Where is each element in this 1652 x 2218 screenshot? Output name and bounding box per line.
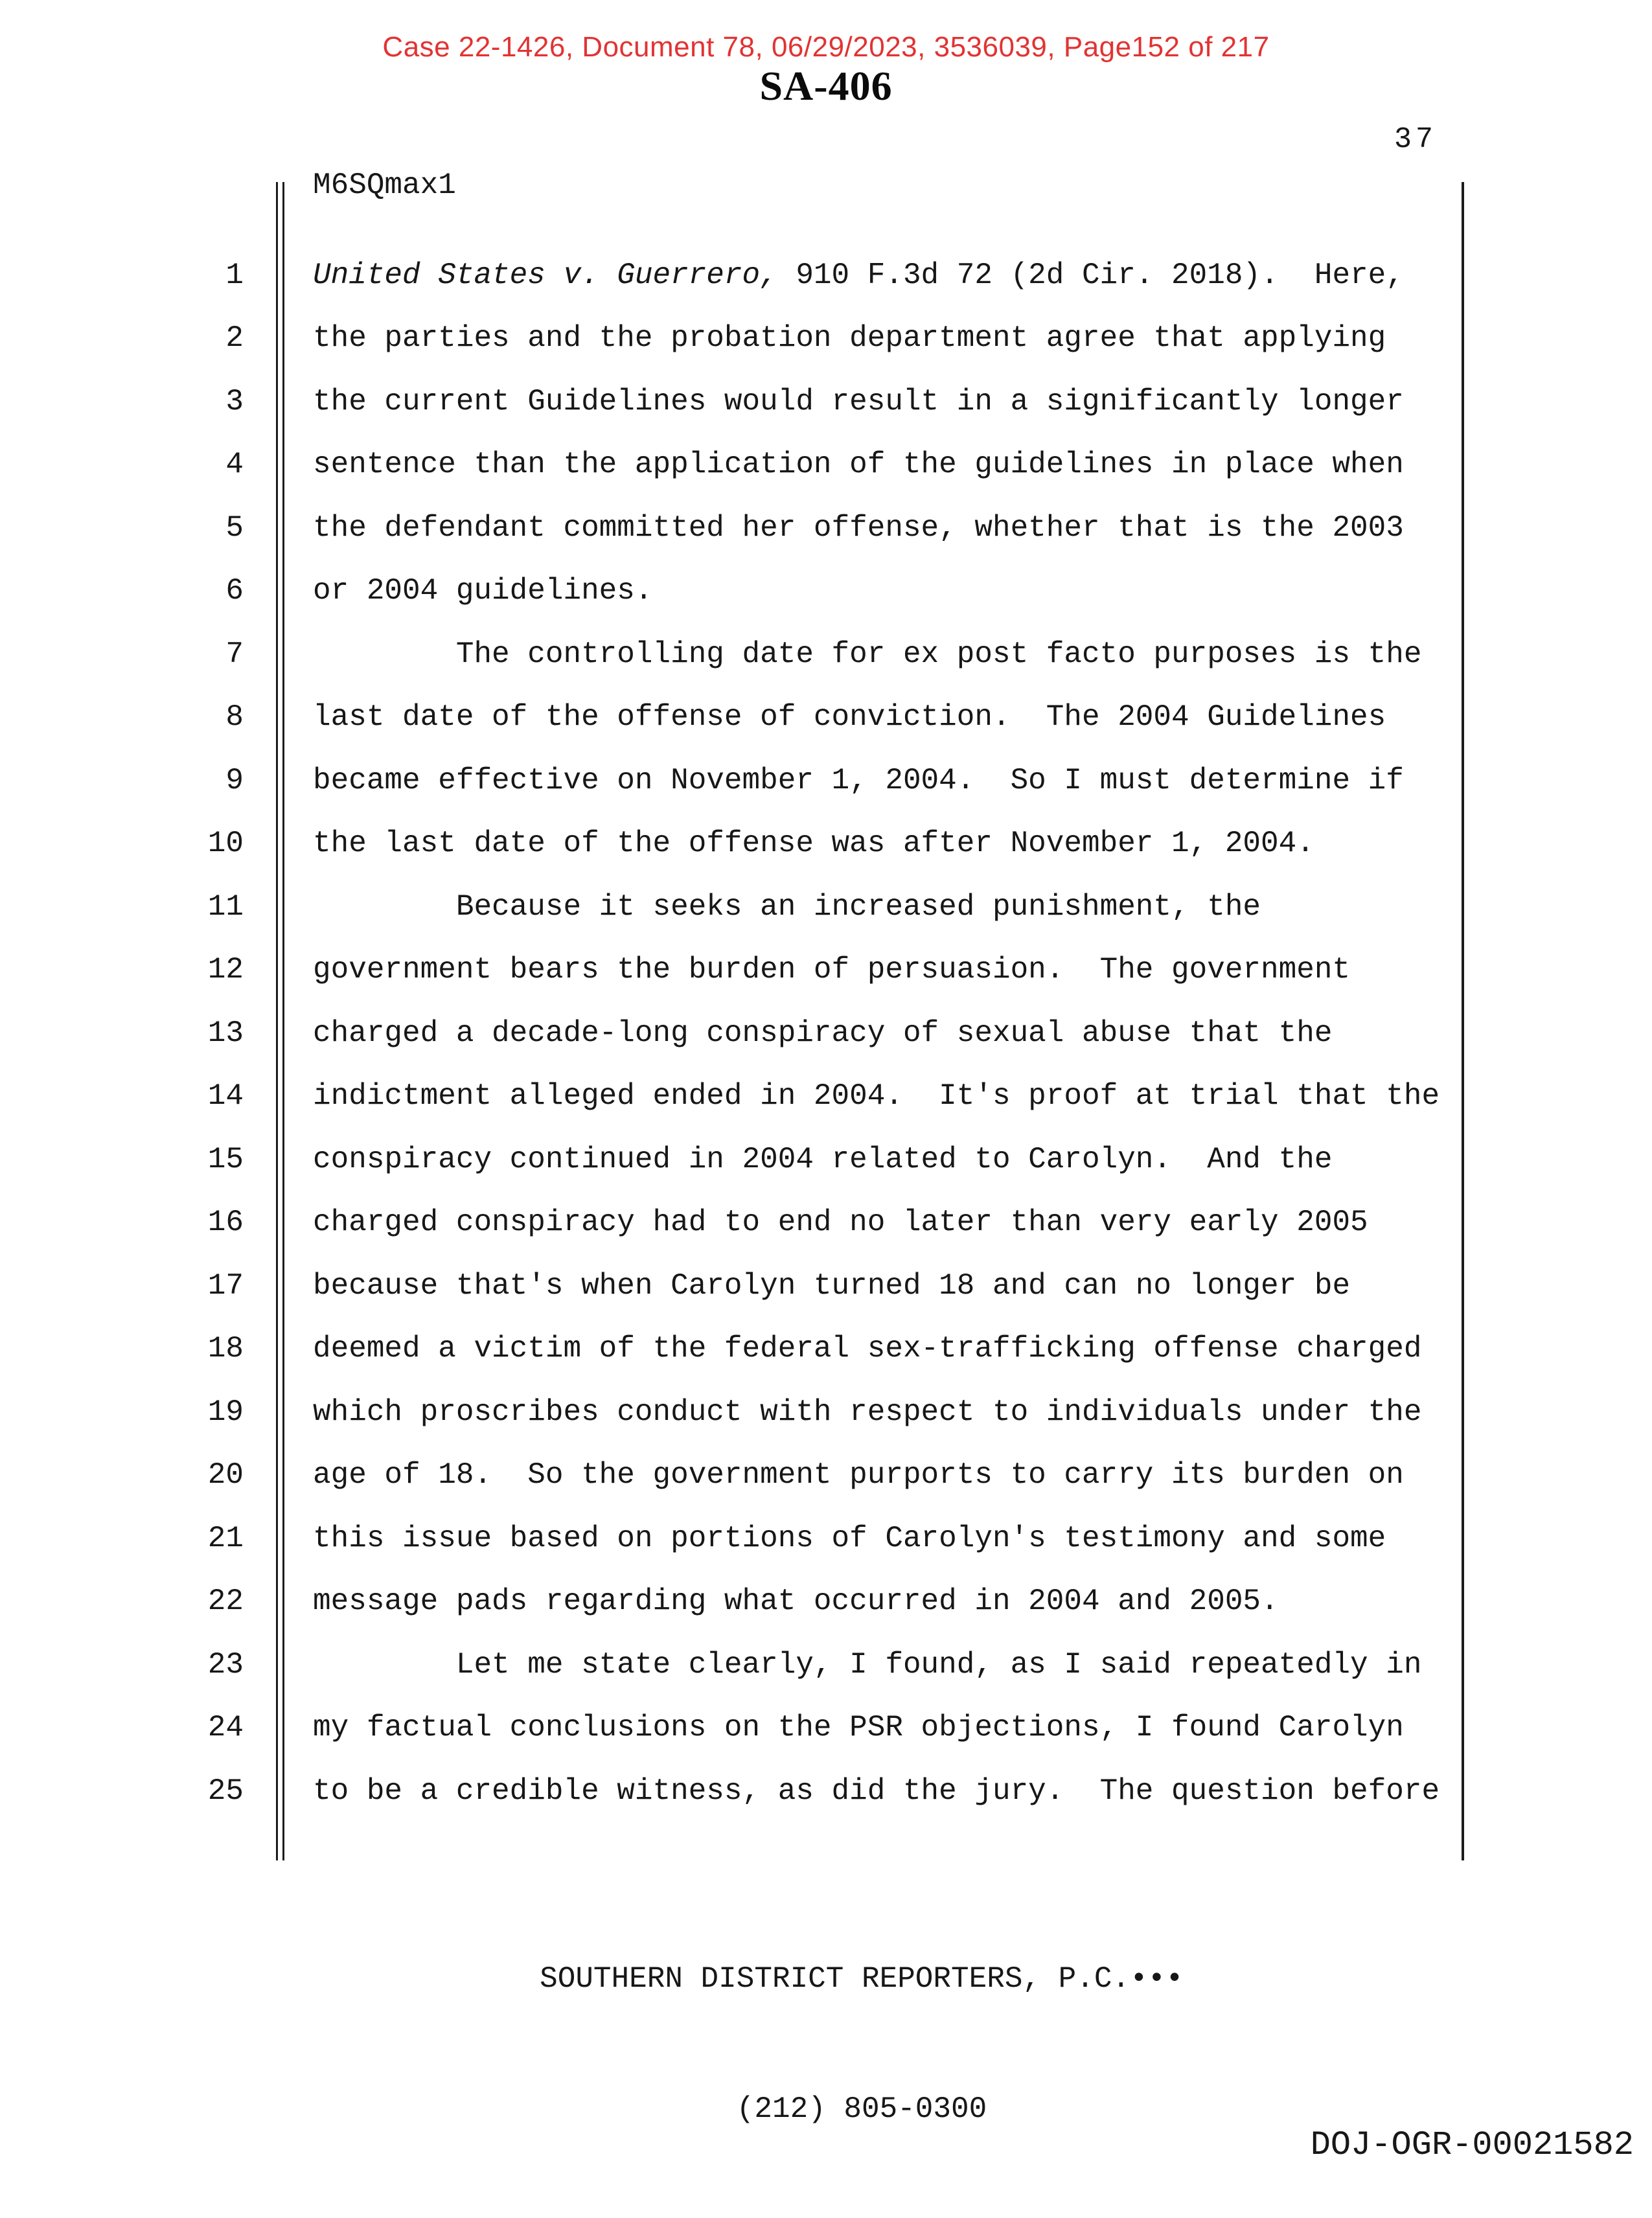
- line-text: deemed a victim of the federal sex-trafficking offense charged: [313, 1332, 1422, 1366]
- line-text: The controlling date for ex post facto purposes is the: [313, 637, 1422, 671]
- line-text: charged a decade-long conspiracy of sexual abuse that the: [313, 1016, 1333, 1050]
- transcript-line: [0, 1254, 1652, 1318]
- transcript-line: [0, 1380, 1652, 1444]
- line-text: age of 18. So the government purports to carry its burden on: [313, 1458, 1404, 1492]
- line-text: the last date of the offense was after November 1, 2004.: [313, 827, 1314, 861]
- transcript-line: [0, 307, 1652, 371]
- bates-number: DOJ-OGR-00021582: [1310, 2126, 1634, 2164]
- transcript-body: [0, 244, 1652, 1823]
- transcript-line: [0, 1191, 1652, 1255]
- transcript-line: [0, 496, 1652, 560]
- line-text: the defendant committed her offense, whether that is the 2003: [313, 510, 1404, 545]
- transcript-line: [0, 244, 1652, 307]
- line-number: 10: [207, 827, 244, 861]
- transcript-line: [0, 749, 1652, 812]
- line-number: 20: [207, 1458, 244, 1492]
- line-number: 25: [207, 1774, 244, 1808]
- line-number: 3: [225, 384, 244, 418]
- transcript-line: [0, 939, 1652, 1002]
- line-number: 2: [225, 321, 244, 356]
- line-text: government bears the burden of persuasion. The government: [313, 953, 1351, 987]
- transcript-line: [0, 1697, 1652, 1760]
- line-text: conspiracy continued in 2004 related to Carolyn. And the: [313, 1142, 1333, 1176]
- line-text: my factual conclusions on the PSR objections, I found Carolyn: [313, 1711, 1404, 1745]
- line-text: this issue based on portions of Carolyn's testimony and some: [313, 1521, 1386, 1555]
- transcript-line: [0, 1318, 1652, 1381]
- line-number: 16: [207, 1206, 244, 1240]
- line-text: sentence than the application of the guidelines in place when: [313, 448, 1404, 482]
- line-text: which proscribes conduct with respect to individuals under the: [313, 1395, 1422, 1429]
- line-number: 21: [207, 1521, 244, 1555]
- line-text-rest: 910 F.3d 72 (2d Cir. 2018). Here,: [777, 258, 1404, 292]
- transcript-line: [0, 1570, 1652, 1634]
- line-text: message pads regarding what occurred in 2004 and 2005.: [313, 1584, 1279, 1619]
- line-text: [244, 258, 1404, 292]
- transcript-line: [0, 1507, 1652, 1570]
- transcript-line: [0, 1001, 1652, 1065]
- transcript-line: [0, 433, 1652, 497]
- line-text: the parties and the probation department agree that applying: [313, 321, 1386, 356]
- line-text: the current Guidelines would result in a significantly longer: [313, 384, 1404, 418]
- reporter-name: SOUTHERN DISTRICT REPORTERS, P.C.•••: [540, 1962, 1184, 1996]
- line-number: 17: [207, 1268, 244, 1303]
- transcript-line: [0, 686, 1652, 749]
- transcript-line: [0, 623, 1652, 686]
- line-number: 15: [207, 1142, 244, 1176]
- line-number: 7: [225, 637, 244, 671]
- transcript-line: [0, 1759, 1652, 1823]
- line-text: became effective on November 1, 2004. So I must determine if: [313, 763, 1404, 797]
- transcript-line: [0, 560, 1652, 623]
- transcript-line: [0, 1128, 1652, 1191]
- line-text: to be a credible witness, as did the jury. The question before: [313, 1774, 1440, 1808]
- reporter-footer: [540, 1871, 1184, 2218]
- line-number: 6: [225, 574, 244, 608]
- line-text: charged conspiracy had to end no later than very early 2005: [313, 1206, 1368, 1240]
- session-label: M6SQmax1: [313, 168, 456, 202]
- line-text: or 2004 guidelines.: [313, 574, 653, 608]
- line-number: 13: [207, 1016, 244, 1050]
- line-number: 8: [225, 700, 244, 735]
- line-number: 19: [207, 1395, 244, 1429]
- transcript-line: [0, 812, 1652, 876]
- line-number: 22: [207, 1584, 244, 1619]
- line-number: 4: [225, 448, 244, 482]
- line-number: 14: [207, 1079, 244, 1114]
- line-number: 18: [207, 1332, 244, 1366]
- line-number: 11: [207, 889, 244, 924]
- transcript-line: [0, 875, 1652, 939]
- court-stamp-header: Case 22-1426, Document 78, 06/29/2023, 3536039, Page152 of 217: [382, 31, 1270, 63]
- transcript-line: [0, 1633, 1652, 1697]
- line-text: because that's when Carolyn turned 18 and can no longer be: [313, 1268, 1351, 1303]
- line-number: 24: [207, 1711, 244, 1745]
- line-number: 9: [225, 763, 244, 797]
- line-text: Because it seeks an increased punishment, the: [313, 889, 1261, 924]
- line-number: 1: [225, 258, 244, 292]
- line-number: 23: [207, 1647, 244, 1682]
- appendix-page-label: SA-406: [759, 63, 893, 109]
- transcript-page-number: 37: [1394, 123, 1438, 156]
- case-citation-italic: United States v. Guerrero,: [313, 258, 778, 292]
- line-text: last date of the offense of conviction. The 2004 Guidelines: [313, 700, 1386, 735]
- transcript-line: [0, 1065, 1652, 1128]
- line-text: indictment alleged ended in 2004. It's proof at trial that the: [313, 1079, 1440, 1114]
- line-number: 12: [207, 953, 244, 987]
- transcript-line: [0, 1444, 1652, 1507]
- line-text: Let me state clearly, I found, as I said repeatedly in: [313, 1647, 1422, 1682]
- transcript-line: [0, 370, 1652, 433]
- line-number: 5: [225, 510, 244, 545]
- reporter-phone: (212) 805-0300: [736, 2092, 987, 2126]
